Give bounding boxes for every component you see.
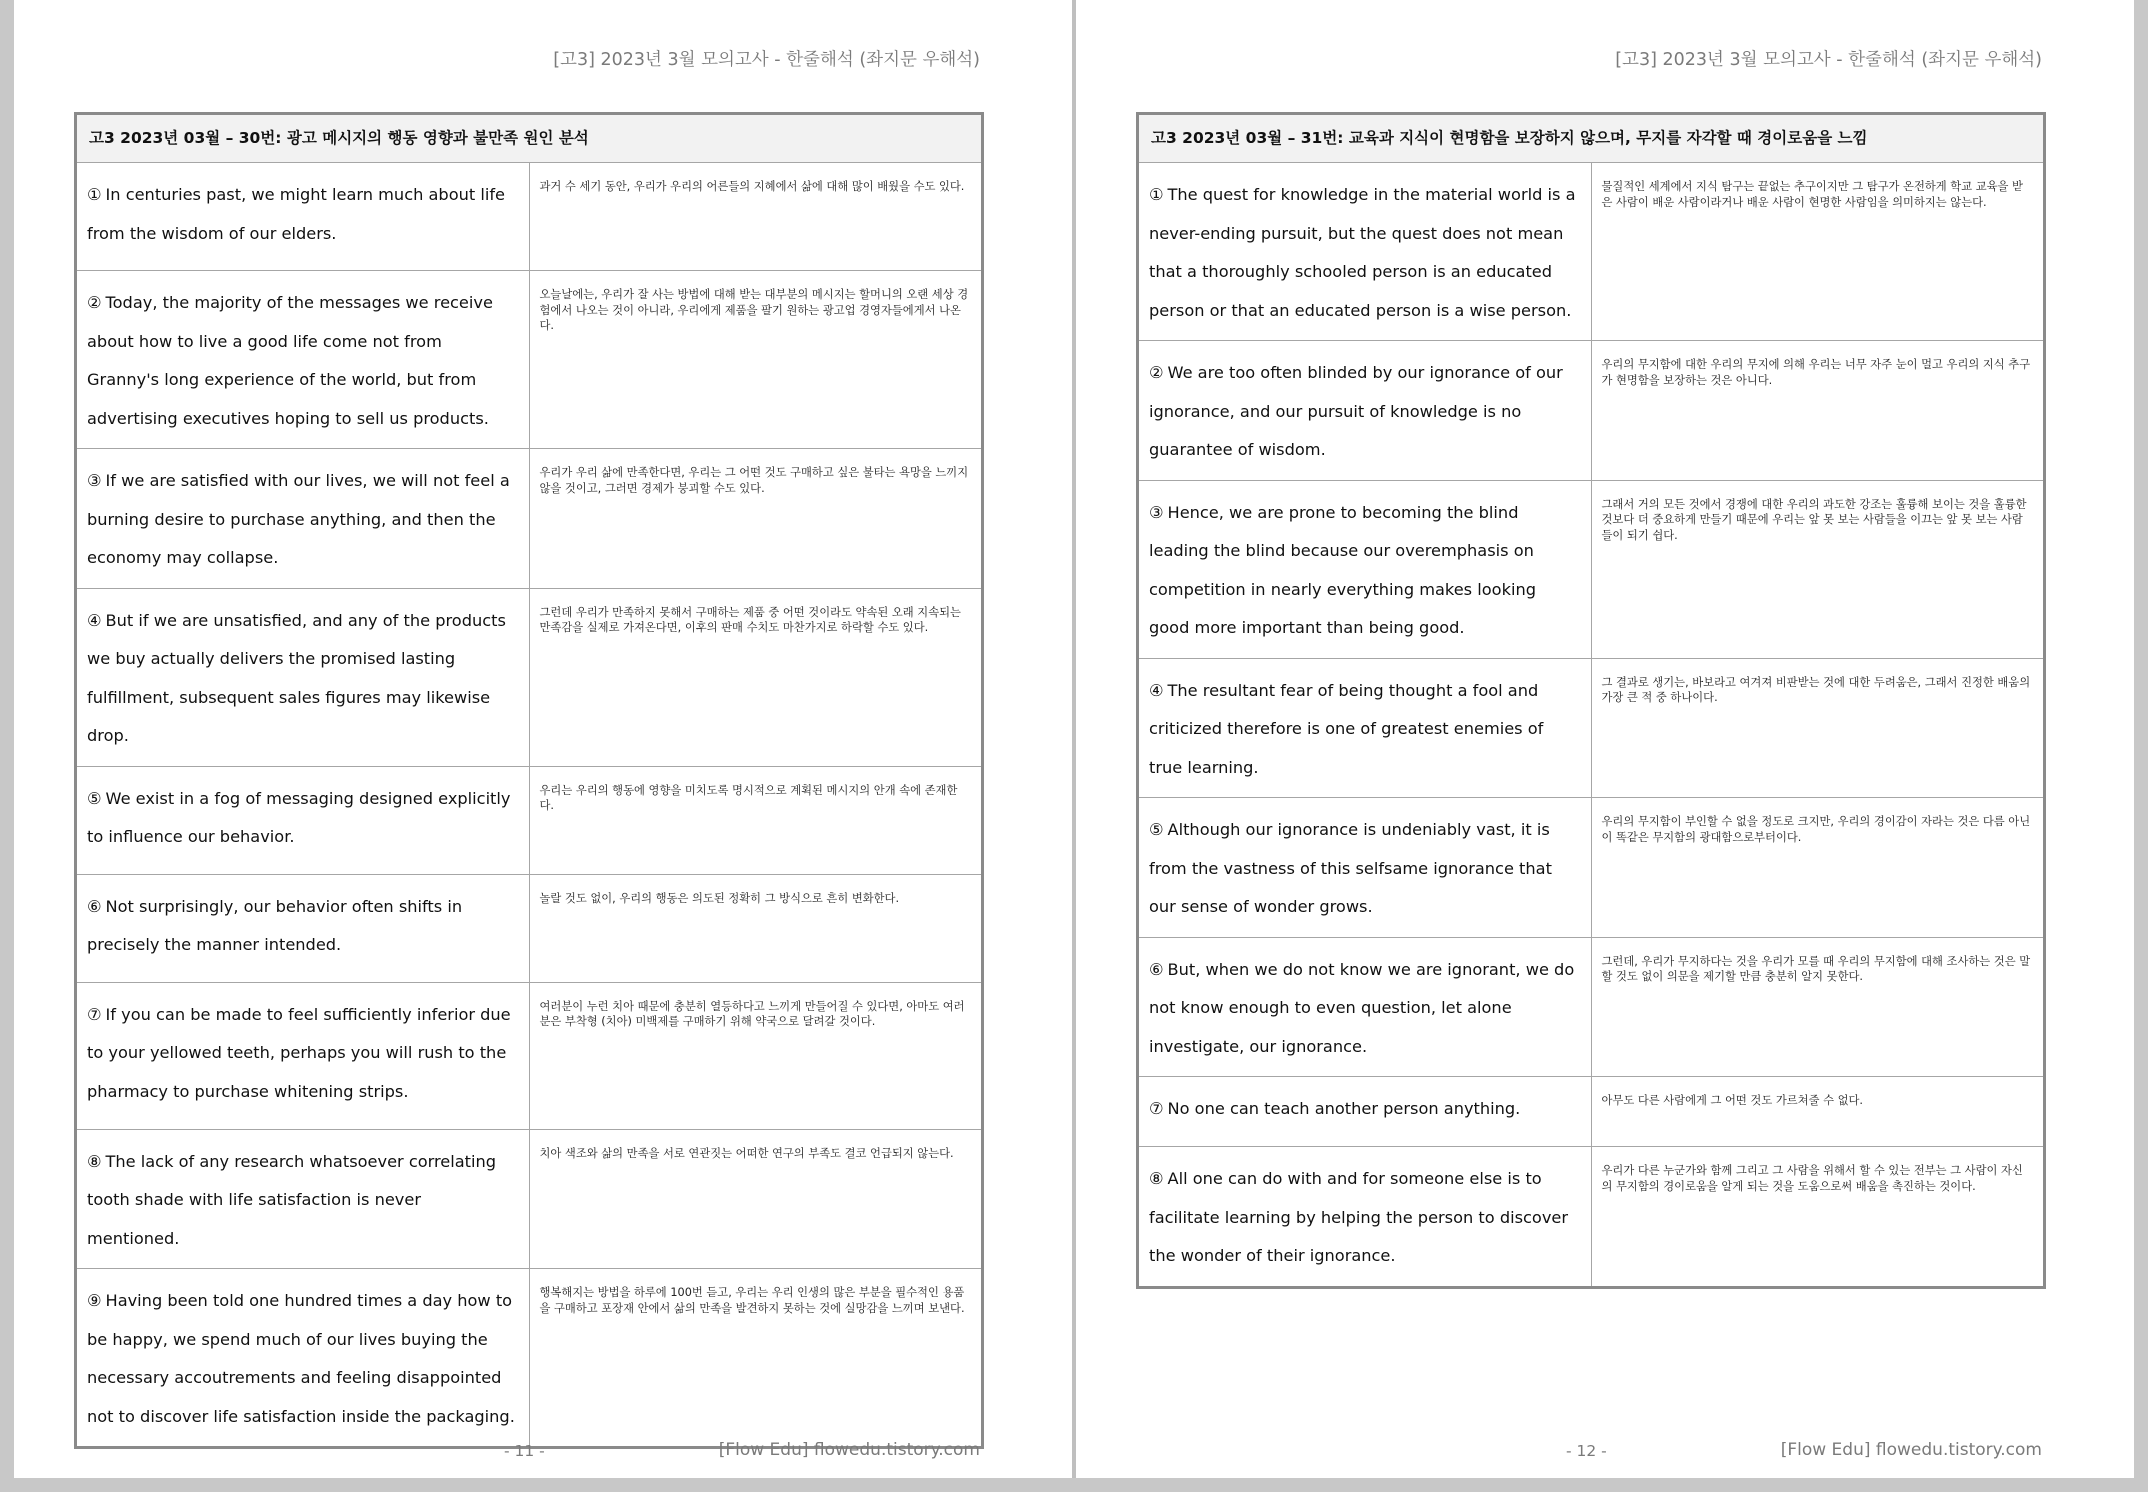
english-text: The resultant fear of being thought a fool and criticized therefore is one of greatest enemies of true learning.	[1149, 680, 1544, 777]
sentence-number: ④	[1149, 680, 1164, 700]
page-12	[1076, 0, 2134, 1478]
site-footer: [Flow Edu] flowedu.tistory.com	[718, 1440, 980, 1460]
page-11	[14, 0, 1072, 1478]
english-text: If we are satisfied with our lives, we will not feel a burning desire to purchase anything, and then the economy may collapse.	[87, 471, 510, 567]
english-text: We exist in a fog of messaging designed explicitly to influence our behavior.	[87, 788, 511, 846]
korean-translation: 우리의 무지함이 부인할 수 없을 정도로 크지만, 우리의 경이감이 자라는 것은 다름 아닌 이 똑같은 무지함의 광대함으로부터이다.	[1591, 798, 2045, 938]
table-header-row	[1138, 114, 2045, 163]
english-text: But, when we do not know we are ignorant, we do not know enough to even question, let alone investigate, our ignorance.	[1149, 959, 1575, 1056]
english-text: Hence, we are prone to becoming the blind leading the blind because our overemphasis on competition in nearly everything makes looking good more important than being good.	[1149, 502, 1536, 637]
english-text: Having been told one hundred times a day how to be happy, we spend much of our lives buying the necessary accoutrements and feeling disappointed not to discover life satisfaction inside the packaging.	[87, 1291, 515, 1426]
table-row	[76, 588, 983, 766]
sentence-number: ⑥	[87, 896, 102, 916]
english-sentence	[1138, 1147, 1592, 1288]
english-text: No one can teach another person anything.	[1167, 1099, 1521, 1118]
english-sentence	[1138, 798, 1592, 938]
running-header: [고3] 2023년 3월 모의고사 - 한줄해석 (좌지문 우해석)	[553, 50, 980, 70]
english-sentence	[76, 588, 530, 766]
sentence-number: ⑤	[87, 788, 102, 808]
table-row	[76, 1269, 983, 1448]
sentence-number: ②	[87, 293, 102, 312]
english-sentence	[1138, 341, 1592, 481]
table-row	[1138, 480, 2045, 658]
korean-translation: 여러분이 누런 치아 때문에 충분히 열등하다고 느끼게 만들어질 수 있다면, 아마도 여러분은 부착형 (치아) 미백제를 구매하기 위해 약국으로 달려갈 것이다.	[529, 982, 983, 1129]
english-sentence	[76, 874, 530, 982]
table-row	[1138, 1077, 2045, 1147]
korean-translation: 그런데, 우리가 무지하다는 것을 우리가 모를 때 우리의 무지함에 대해 조사하는 것은 말할 것도 없이 의문을 제기할 만큼 충분히 알지 못한다.	[1591, 937, 2045, 1077]
korean-translation: 아무도 다른 사람에게 그 어떤 것도 가르쳐줄 수 없다.	[1591, 1077, 2045, 1147]
sentence-number: ①	[1149, 185, 1164, 204]
english-text: Today, the majority of the messages we receive about how to live a good life come not from Granny's long experience of the world, but from advertising executives hoping to sell us products.	[87, 293, 493, 428]
korean-translation: 오늘날에는, 우리가 잘 사는 방법에 대해 받는 대부분의 메시지는 할머니의 오랜 세상 경험에서 나오는 것이 아니라, 우리에게 제품을 팔기 원하는 광고업 경영자들에게서 나온다.	[529, 271, 983, 449]
english-text: Although our ignorance is undeniably vast, it is from the vastness of this selfsame ignorance that our sense of wonder grows.	[1149, 820, 1552, 916]
sentence-number: ⑧	[1149, 1169, 1164, 1188]
table-row	[1138, 798, 2045, 938]
english-sentence	[76, 1129, 530, 1269]
page-number: - 12 -	[1566, 1442, 1607, 1460]
translation-table	[1136, 112, 2046, 1289]
korean-translation: 우리의 무지함에 대한 우리의 무지에 의해 우리는 너무 자주 눈이 멀고 우리의 지식 추구가 현명함을 보장하는 것은 아니다.	[1591, 341, 2045, 481]
table-row	[76, 766, 983, 874]
sentence-number: ③	[1149, 502, 1164, 522]
english-sentence	[1138, 658, 1592, 798]
table-row	[1138, 1147, 2045, 1288]
english-sentence	[76, 271, 530, 449]
translation-table	[74, 112, 984, 1449]
english-text: Not surprisingly, our behavior often shifts in precisely the manner intended.	[87, 896, 463, 954]
sentence-number: ③	[87, 471, 102, 490]
sentence-number: ④	[87, 610, 102, 630]
sentence-number: ①	[87, 185, 102, 204]
korean-translation: 우리가 다른 누군가와 함께 그리고 그 사람을 위해서 할 수 있는 전부는 그 사람이 자신의 무지함의 경이로움을 알게 되는 것을 도움으로써 배움을 촉진하는 것이다.	[1591, 1147, 2045, 1288]
table-row	[76, 1129, 983, 1269]
english-sentence	[76, 766, 530, 874]
english-text: In centuries past, we might learn much about life from the wisdom of our elders.	[87, 185, 506, 243]
page-number: - 11 -	[504, 1442, 545, 1460]
sentence-number: ⑧	[87, 1151, 102, 1171]
table-row	[1138, 163, 2045, 341]
english-sentence	[76, 449, 530, 589]
korean-translation: 물질적인 세계에서 지식 탐구는 끝없는 추구이지만 그 탐구가 온전하게 학교 교육을 받은 사람이 배운 사람이라거나 배운 사람이 현명한 사람임을 의미하지는 않는다.	[1591, 163, 2045, 341]
sentence-number: ⑦	[87, 1004, 102, 1024]
running-header: [고3] 2023년 3월 모의고사 - 한줄해석 (좌지문 우해석)	[1615, 50, 2042, 70]
table-title: 고3 2023년 03월 – 30번: 광고 메시지의 행동 영향과 불만족 원인 분석	[76, 114, 983, 163]
table-row	[76, 982, 983, 1129]
english-sentence	[1138, 480, 1592, 658]
table-row	[76, 449, 983, 589]
english-sentence	[76, 1269, 530, 1448]
korean-translation: 그 결과로 생기는, 바보라고 여겨져 비판받는 것에 대한 두려움은, 그래서 진정한 배움의 가장 큰 적 중 하나이다.	[1591, 658, 2045, 798]
table-row	[1138, 658, 2045, 798]
table-row	[1138, 937, 2045, 1077]
english-text: We are too often blinded by our ignorance of our ignorance, and our pursuit of knowledge is no guarantee of wisdom.	[1149, 363, 1563, 459]
english-sentence	[76, 982, 530, 1129]
table-row	[76, 271, 983, 449]
table-row	[1138, 341, 2045, 481]
english-sentence	[76, 163, 530, 271]
korean-translation: 그래서 거의 모든 것에서 경쟁에 대한 우리의 과도한 강조는 훌륭해 보이는 것을 훌륭한 것보다 더 중요하게 만들기 때문에 우리는 앞 못 보는 사람들을 이끄는 앞 못 보는 사람들이 되기 쉽다.	[1591, 480, 2045, 658]
english-sentence	[1138, 163, 1592, 341]
english-text: If you can be made to feel sufficiently inferior due to your yellowed teeth, perhaps you will rush to the pharmacy to purchase whitening strips.	[87, 1004, 511, 1101]
table-title: 고3 2023년 03월 – 31번: 교육과 지식이 현명함을 보장하지 않으며, 무지를 자각할 때 경이로움을 느낌	[1138, 114, 2045, 163]
sentence-number: ⑨	[87, 1291, 102, 1310]
site-footer: [Flow Edu] flowedu.tistory.com	[1780, 1440, 2042, 1460]
sentence-number: ⑤	[1149, 820, 1164, 839]
english-text: But if we are unsatisfied, and any of the products we buy actually delivers the promised lasting fulfillment, subsequent sales figures may likewise drop.	[87, 610, 506, 745]
english-sentence	[1138, 937, 1592, 1077]
korean-translation: 그런데 우리가 만족하지 못해서 구매하는 제품 중 어떤 것이라도 약속된 오래 지속되는 만족감을 실제로 가져온다면, 이후의 판매 수치도 마찬가지로 하락할 수도 있다.	[529, 588, 983, 766]
korean-translation: 치아 색조와 삶의 만족을 서로 연관짓는 어떠한 연구의 부족도 결코 언급되지 않는다.	[529, 1129, 983, 1269]
english-sentence	[1138, 1077, 1592, 1147]
english-text: The quest for knowledge in the material world is a never-ending pursuit, but the quest does not mean that a thoroughly schooled person is an educated person or that an educated person is a wise person.	[1149, 185, 1576, 320]
korean-translation: 과거 수 세기 동안, 우리가 우리의 어른들의 지혜에서 삶에 대해 많이 배웠을 수도 있다.	[529, 163, 983, 271]
table-header-row	[76, 114, 983, 163]
table-row	[76, 163, 983, 271]
table-row	[76, 874, 983, 982]
korean-translation: 우리가 우리 삶에 만족한다면, 우리는 그 어떤 것도 구매하고 싶은 불타는 욕망을 느끼지 않을 것이고, 그러면 경제가 붕괴할 수도 있다.	[529, 449, 983, 589]
korean-translation: 행복해지는 방법을 하루에 100번 듣고, 우리는 우리 인생의 많은 부분을 필수적인 용품을 구매하고 포장재 안에서 삶의 만족을 발견하지 못하는 것에 실망감을 느끼며 보낸다.	[529, 1269, 983, 1448]
sentence-number: ⑦	[1149, 1099, 1164, 1118]
sentence-number: ②	[1149, 363, 1164, 382]
korean-translation: 우리는 우리의 행동에 영향을 미치도록 명시적으로 계획된 메시지의 안개 속에 존재한다.	[529, 766, 983, 874]
korean-translation: 놀랄 것도 없이, 우리의 행동은 의도된 정확히 그 방식으로 흔히 변화한다.	[529, 874, 983, 982]
sentence-number: ⑥	[1149, 959, 1164, 979]
english-text: All one can do with and for someone else is to facilitate learning by helping the person to discover the wonder of their ignorance.	[1149, 1169, 1569, 1265]
english-text: The lack of any research whatsoever correlating tooth shade with life satisfaction is never mentioned.	[87, 1151, 497, 1248]
